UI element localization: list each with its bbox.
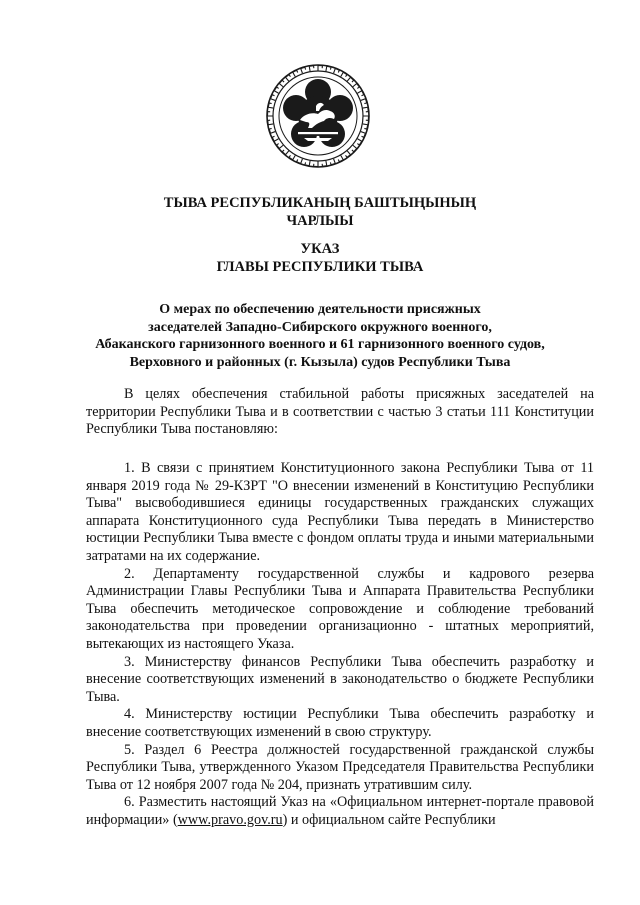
ukaz-header: [0, 240, 640, 276]
ukaz-word: УКАЗ: [300, 241, 340, 257]
point-3: 3. Министерству финансов Республики Тыва обеспечить разработку и внесение соответствующих изменений в законодательство о бюджете Республики Тыва.: [86, 653, 594, 705]
coat-of-arms-icon: [264, 62, 372, 170]
decree-title: [0, 301, 640, 371]
decree-title-line-4: Верховного и районных (г. Кызыла) судов Республики Тыва: [129, 354, 511, 370]
decree-title-line-1: О мерах по обеспечению деятельности присяжных: [159, 302, 481, 317]
point-6: [86, 794, 594, 829]
tuvan-header-line-1: ТЫВА РЕСПУБЛИКАНЫҢ БАШТЫҢЫНЫҢ: [163, 195, 477, 211]
preamble: [86, 386, 594, 439]
point-1: 1. В связи с принятием Конституционного закона Республики Тыва от 11 января 2019 года № 29-КЗРТ "О внесении изменений в Конституцию Республики Тыва" высвободившиеся единицы государственных гражданских служащих аппарата Конституционного суда Республики Тыва передать в Министерство юстиции Республики Тыва вместе с фондом оплаты труда и иными материальными затратами на их содержание.: [86, 460, 594, 564]
point-6-text-end: ) и официальном сайте Республики: [282, 811, 496, 828]
preamble-text: В целях обеспечения стабильной работы присяжных заседателей на территории Республики Тыва и в соответствии с частью 3 статьи 111 Конституции Республики Тыва постановляю:: [86, 386, 594, 438]
point-5: 5. Раздел 6 Реестра должностей государственной гражданской службы Республики Тыва, утвержденного Указом Председателя Правительства Республики Тыва от 12 ноября 2007 года № 204, признать утратившим силу.: [86, 741, 594, 793]
point-2: 2. Департаменту государственной службы и кадрового резерва Администрации Главы Республики Тыва и Аппарата Правительства Республики Тыва обеспечить методическое сопровождение и соблюдение требований законодательства при проведении организационно - штатных мероприятий, вытекающих из настоящего Указа.: [86, 565, 594, 652]
decree-title-line-3: Абаканского гарнизонного военного и 61 гарнизонного военного судов,: [95, 337, 545, 352]
point-6-text-start: 6. Разместить настоящий Указ на «Официальном интернет-портале правовой информации» (: [86, 794, 594, 828]
point-4: 4. Министерству юстиции Республики Тыва обеспечить разработку и внесение соответствующих изменений в свою структуру.: [86, 706, 594, 740]
russian-header-line: ГЛАВЫ РЕСПУБЛИКИ ТЫВА: [216, 259, 424, 275]
tuvan-header: [0, 194, 640, 230]
tuvan-header-line-2: ЧАРЛЫЫ: [286, 213, 354, 229]
decree-title-line-2: заседателей Западно-Сибирского окружного военного,: [148, 319, 492, 335]
decree-points: [86, 460, 594, 829]
pravo-link[interactable]: www.pravo.gov.ru: [177, 811, 283, 828]
